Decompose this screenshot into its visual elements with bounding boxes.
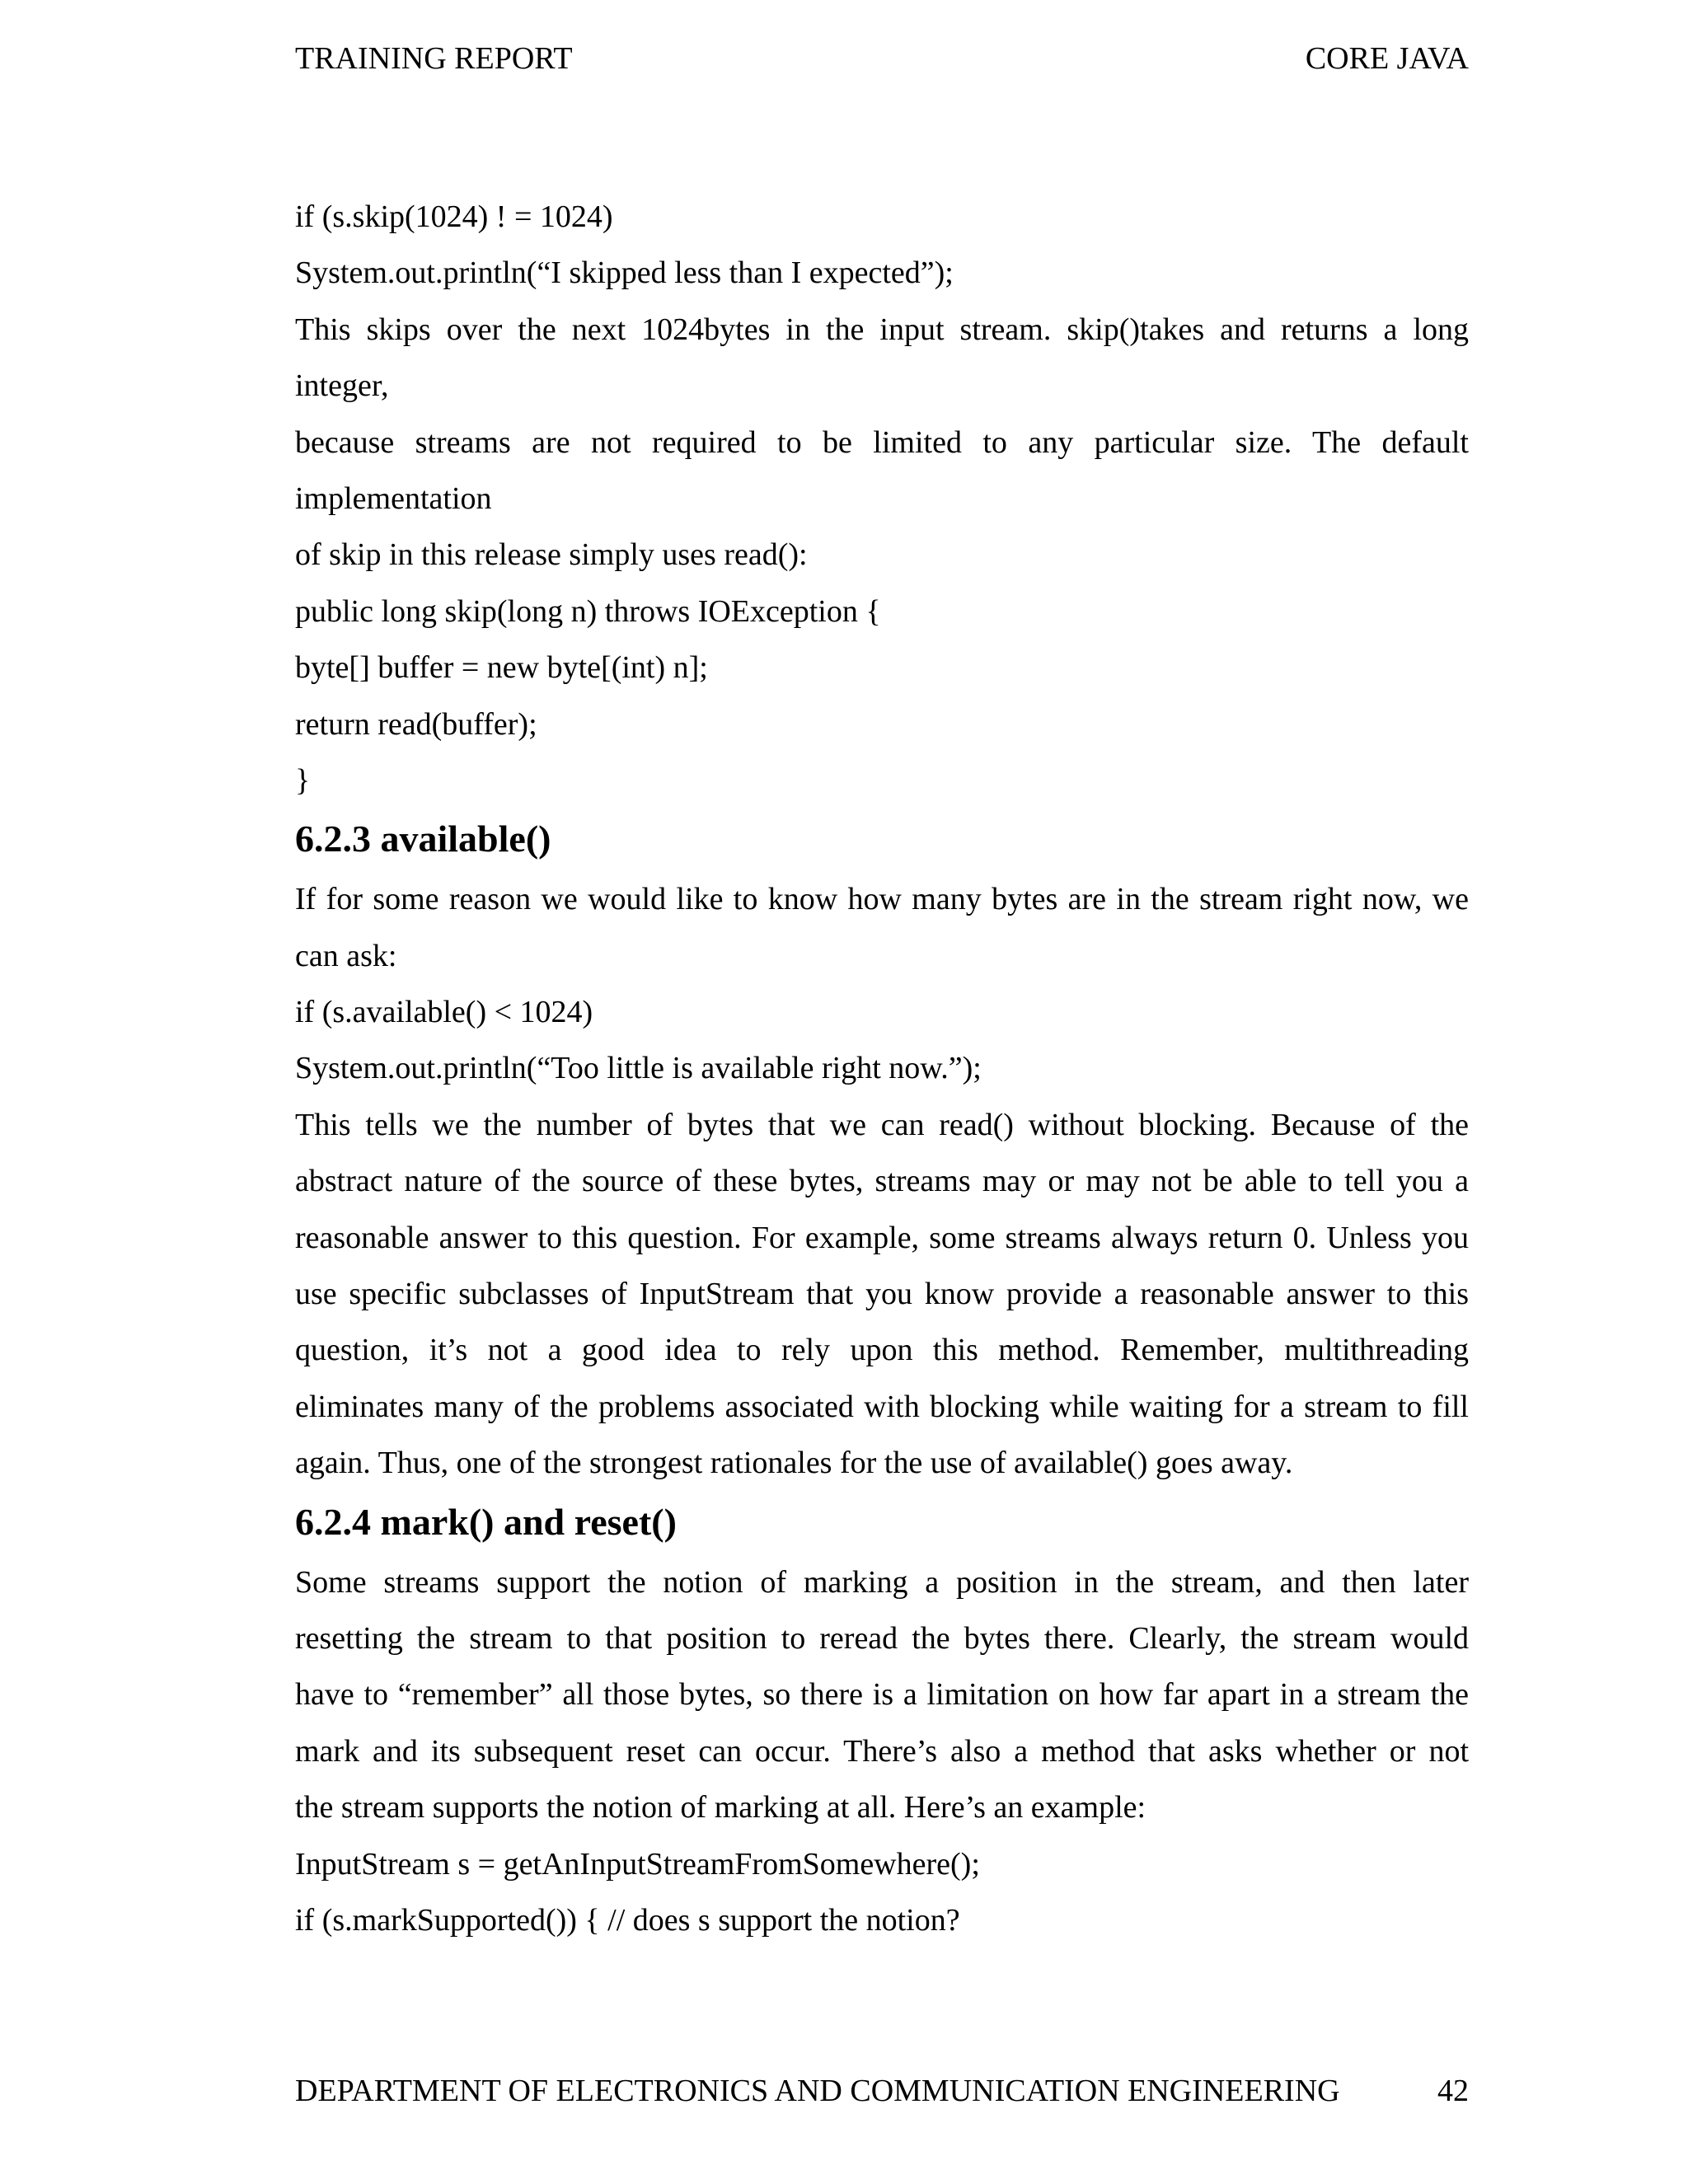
code-line: if (s.skip(1024) ! = 1024) — [295, 199, 613, 234]
code-line: if (s.available() < 1024) — [295, 995, 593, 1030]
page-number: 42 — [1437, 2074, 1469, 2108]
paragraph-line: eliminates many of the problems associated with blocking while waiting for a stream to fill — [295, 1389, 1469, 1424]
paragraph-line: If for some reason we would like to know how many bytes are in the stream right now, we — [295, 882, 1469, 917]
header-title-left: TRAINING REPORT — [295, 41, 573, 76]
code-line: System.out.println(“I skipped less than I expected”); — [295, 255, 954, 291]
paragraph-line: abstract nature of the source of these bytes, streams may or may not be able to tell you a — [295, 1164, 1469, 1199]
paragraph-line: again. Thus, one of the strongest rationales for the use of available() goes away. — [295, 1446, 1293, 1481]
section-heading-mark-reset: 6.2.4 mark() and reset() — [295, 1500, 677, 1543]
code-line: } — [295, 762, 311, 798]
paragraph-line: reasonable answer to this question. For example, some streams always return 0. Unless you — [295, 1220, 1469, 1255]
code-line: public long skip(long n) throws IOException { — [295, 593, 881, 629]
header-title-right: CORE JAVA — [1305, 41, 1469, 76]
paragraph-line: can ask: — [295, 938, 397, 973]
section-heading-available: 6.2.3 available() — [295, 818, 551, 860]
paragraph-line: use specific subclasses of InputStream that you know provide a reasonable answer to this — [295, 1277, 1469, 1312]
department-name: DEPARTMENT OF ELECTRONICS AND COMMUNICATION ENGINEERING — [295, 2074, 1340, 2108]
paragraph-line: question, it’s not a good idea to rely upon this method. Remember, multithreading — [295, 1333, 1469, 1368]
code-line: byte[] buffer = new byte[(int) n]; — [295, 650, 708, 686]
paragraph-line: implementation — [295, 480, 492, 516]
paragraph-line: of skip in this release simply uses read(): — [295, 537, 808, 573]
page-body — [295, 194, 1469, 1954]
paragraph-line: because streams are not required to be limited to any particular size. The default — [295, 424, 1469, 460]
code-line: InputStream s = getAnInputStreamFromSomewhere(); — [295, 1846, 980, 1882]
paragraph-line: have to “remember” all those bytes, so there is a limitation on how far apart in a stream the — [295, 1677, 1469, 1713]
code-line: System.out.println(“Too little is available right now.”); — [295, 1051, 982, 1086]
code-line: if (s.markSupported()) { // does s support the notion? — [295, 1902, 960, 1938]
paragraph-line: resetting the stream to that position to reread the bytes there. Clearly, the stream would — [295, 1620, 1469, 1656]
paragraph-line: integer, — [295, 368, 389, 404]
code-line: return read(buffer); — [295, 706, 537, 742]
paragraph-line: the stream supports the notion of marking at all. Here’s an example: — [295, 1790, 1146, 1825]
paragraph-line: This tells we the number of bytes that we can read() without blocking. Because of the — [295, 1107, 1469, 1142]
paragraph-line: Some streams support the notion of marking a position in the stream, and then later — [295, 1564, 1469, 1600]
paragraph-line: This skips over the next 1024bytes in the input stream. skip()takes and returns a long — [295, 312, 1469, 347]
paragraph-line: mark and its subsequent reset can occur. There’s also a method that asks whether or not — [295, 1733, 1469, 1769]
